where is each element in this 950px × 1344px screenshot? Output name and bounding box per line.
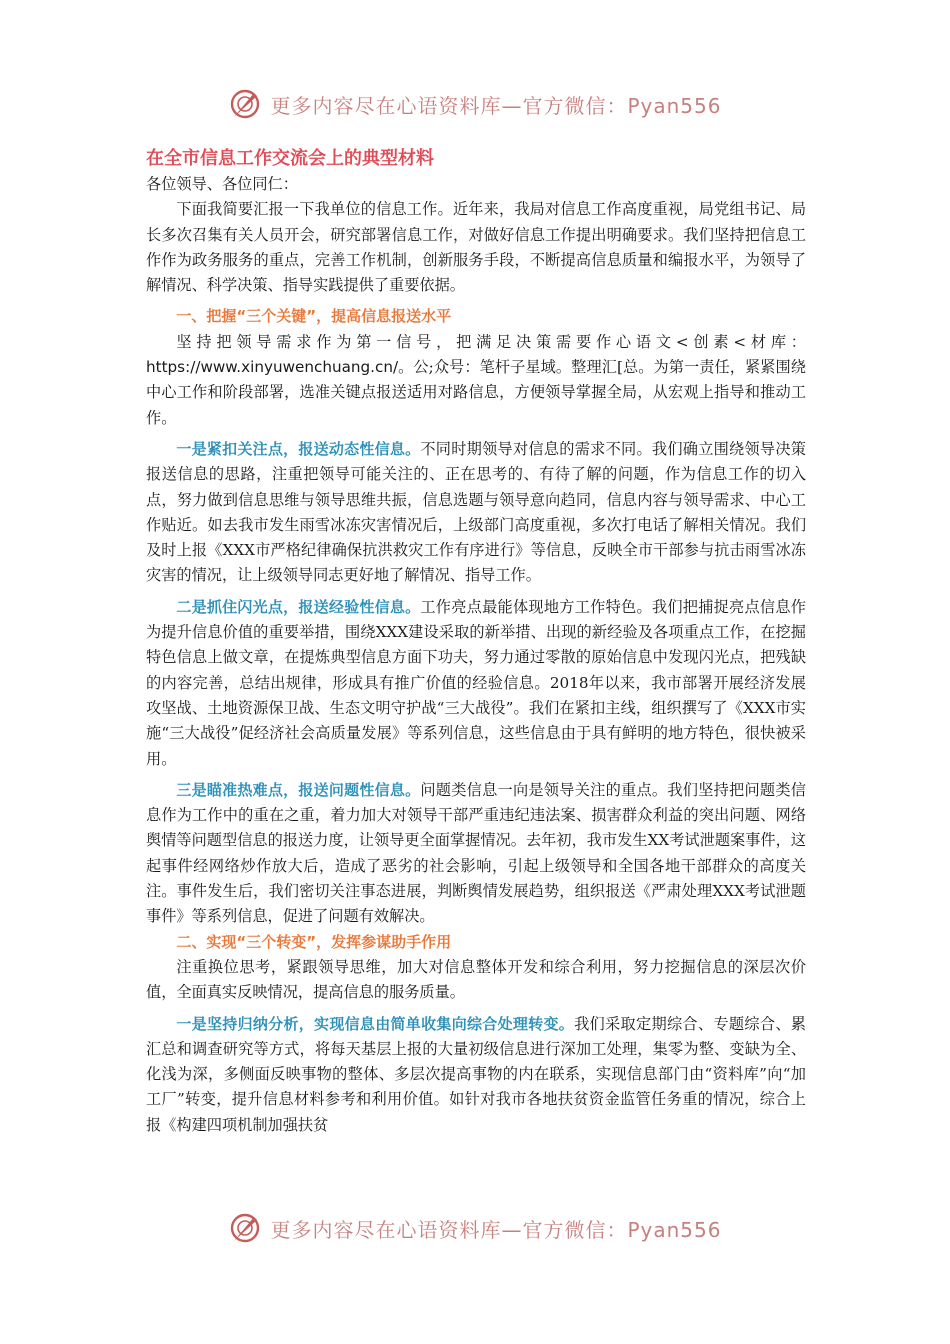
- section1-point2-heading: 二是抓住闪光点，报送经验性信息。: [176, 597, 421, 616]
- section2-heading-text: 二、实现“三个转变”，发挥参谋助手作用: [176, 932, 452, 951]
- quill-logo-icon: [228, 1211, 262, 1245]
- banner-text: 更多内容尽在心语资料库—官方微信：Pyan556: [270, 93, 722, 118]
- quill-logo-icon: [228, 87, 262, 121]
- section2-point1-heading: 一是坚持归纳分析，实现信息由简单收集向综合处理转变。: [176, 1014, 575, 1033]
- section1-point1-heading: 一是紧扣关注点，报送动态性信息。: [176, 439, 421, 458]
- section1-point2: [146, 595, 806, 772]
- section1-point3-body: 问题类信息一向是领导关注的重点。我们坚持把问题类信息作为工作中的重在之重，着力加大对领导干部严重违纪违法案、损害群众利益的突出问题、网络舆情等问题型信息的报送力度，让领导更全面掌握情况。去年初，我市发生XX考试泄题案事件，这起事件经网络炒作放大后，造成了恶劣的社会影响，引起上级领导和全国各地干部群众的高度关注。事件发生后，我们密切关注事态进展，判断舆情发展趋势，组织报送《严肃处理XXX考试泄题事件》等系列信息，促进了问题有效解决。: [146, 780, 806, 926]
- section2-lead: 注重换位思考，紧跟领导思维，加大对信息整体开发和综合利用，努力挖掘信息的深层次价值，全面真实反映情况，提高信息的服务质量。: [146, 957, 806, 1002]
- document-title: 在全市信息工作交流会上的典型材料: [146, 148, 434, 169]
- section1-lead-a: 坚持把领导需求作为第一信号，把满足决策需要作心语文<创素<材库：: [176, 332, 806, 351]
- salutation: 各位领导、各位同仁：: [146, 175, 298, 193]
- intro-paragraph: 下面我简要汇报一下我单位的信息工作。近年来，我局对信息工作高度重视，局党组书记、局长多次召集有关人员开会，研究部署信息工作，对做好信息工作提出明确要求。我们坚持把信息工作作为政务服务的重点，完善工作机制，创新服务手段，不断提高信息质量和编报水平，为领导了解情况、科学决策、指导实践提供了重要依据。: [146, 200, 806, 295]
- source-url-text: https://www.xinyuwenchuang.cn/。: [146, 358, 414, 377]
- section2-point1: [146, 1012, 806, 1138]
- section2-heading: [146, 930, 806, 955]
- document-body: [146, 146, 806, 1138]
- section1-point1-body: 不同时期领导对信息的需求不同。我们确立围绕领导决策报送信息的思路，注重把领导可能关注的、正在思考的、有待了解的问题，作为信息工作的切入点，努力做到信息思维与领导思维共振，信息选题与领导意向趋同，信息内容与领导需求、中心工作贴近。如去我市发生雨雪冰冻灾害情况后，上级部门高度重视，多次打电话了解相关情况。我们及时上报《XXX市严格纪律确保抗洪救灾工作有序进行》等信息，反映全市干部参与抗击雨雪冰冻灾害的情况，让上级领导同志更好地了解情况、指导工作。: [146, 439, 806, 585]
- section1-heading: [146, 304, 806, 329]
- section2-point1-body: 我们采取定期综合、专题综合、累汇总和调查研究等方式，将每天基层上报的大量初级信息进行深加工处理，集零为整、变缺为全、化浅为深，多侧面反映事物的整体、多层次提高事物的内在联系，实现信息部门由“资料库”向“加工厂”转变，提升信息材料参考和利用价值。如针对我市各地扶贫资金监管任务重的情况，综合上报《构建四项机制加强扶贫: [146, 1014, 806, 1134]
- section1-lead-b: 公;众号：笔杆子星域。整理汇[总。为第一责任，紧紧围绕中心工作和阶段部署，选准关键点报送适用对路信息，方便领导掌握全局，从宏观上指导和推动工作。: [146, 358, 806, 427]
- section1-point2-body: 工作亮点最能体现地方工作特色。我们把捕捉亮点信息作为提升信息价值的重要举措，围绕XXX建设采取的新举措、出现的新经验及各项重点工作，在挖掘特色信息上做文章，在提炼典型信息方面下功夫，努力通过零散的原始信息中发现闪光点，把残缺的内容完善，总结出规律，形成具有推广价值的经验信息。2018年以来，我市部署开展经济发展攻坚战、土地资源保卫战、生态文明守护战“三大战役”。我们在紧扣主线，组织撰写了《XXX市实施“三大战役”促经济社会高质量发展》等系列信息，这些信息由于具有鲜明的地方特色，很快被采用。: [146, 597, 806, 768]
- section1-point1: [146, 437, 806, 589]
- section1-point3: [146, 778, 806, 930]
- footer-banner: [0, 1208, 950, 1248]
- section1-lead: [146, 330, 806, 431]
- banner-text: 更多内容尽在心语资料库—官方微信：Pyan556: [270, 1217, 722, 1242]
- header-banner: [0, 84, 950, 124]
- section1-heading-text: 一、把握“三个关键”，提高信息报送水平: [176, 307, 452, 326]
- section1-point3-heading: 三是瞄准热难点，报送问题性信息。: [176, 780, 421, 799]
